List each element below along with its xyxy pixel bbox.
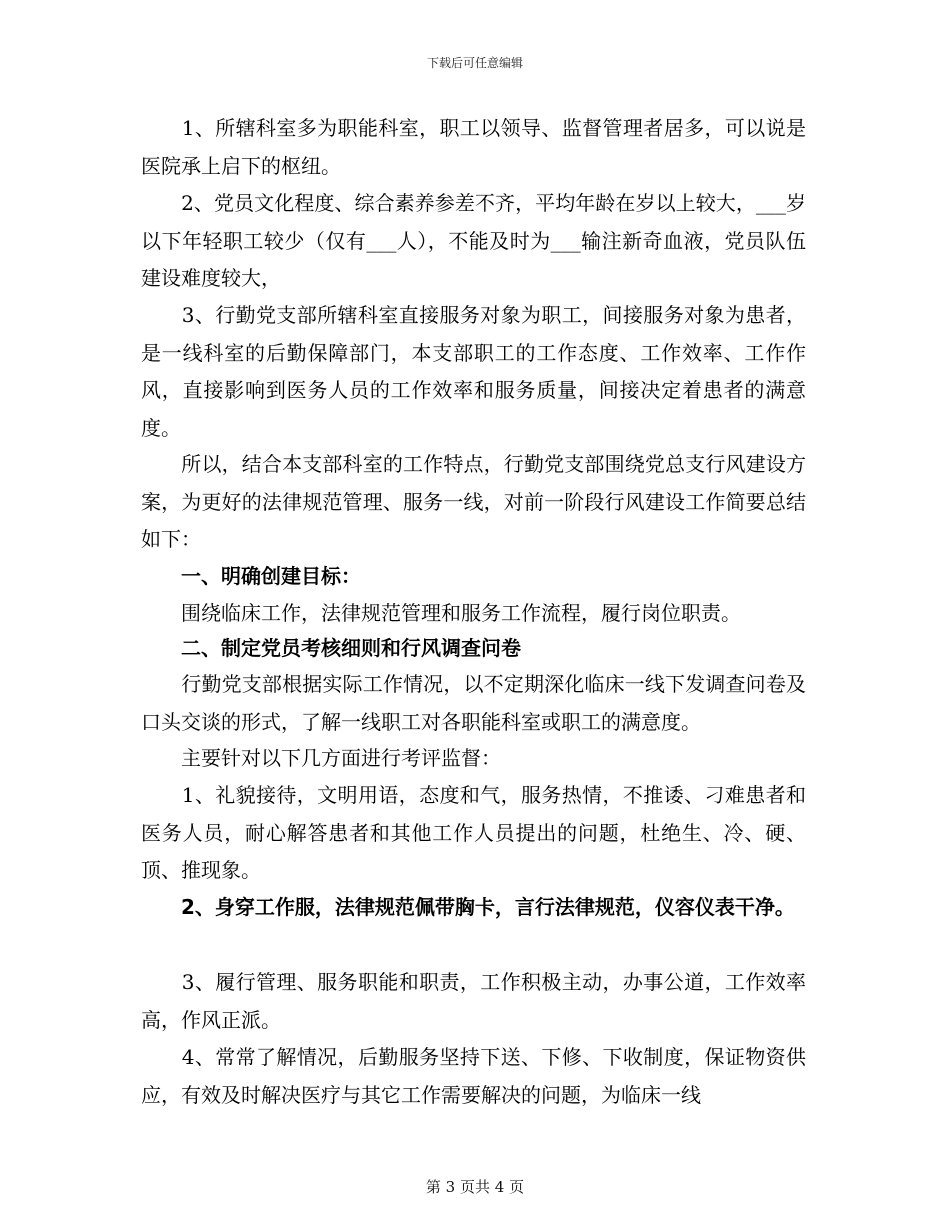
page-header: 下载后可任意编辑	[426, 56, 523, 70]
paragraph-9-bold: 2、身穿工作服，法律规范佩带胸卡，言行法律规范，仪容仪表干净。	[141, 895, 795, 919]
paragraph-4: 所以，结合本支部科室的工作特点，行勤党支部围绕党总支行风建设方案，为更好的法律规范管理、服务一线，对前一阶段行风建设工作简要总结如下：	[141, 452, 806, 551]
paragraph-5: 围绕临床工作，法律规范管理和服务工作流程，履行岗位职责。	[141, 601, 741, 625]
paragraph-1: 1、所辖科室多为职能科室，职工以领导、监督管理者居多，可以说是医院承上启下的枢纽。	[141, 116, 806, 178]
page-footer: 第 3 页共 4 页	[425, 1178, 525, 1196]
paragraph-7: 主要针对以下几方面进行考评监督：	[141, 746, 501, 770]
paragraph-8: 1、礼貌接待，文明用语，态度和气，服务热情，不推诿、刁难患者和医务人员，耐心解答患者和其他工作人员提出的问题，杜绝生、冷、硬、顶、推现象。	[141, 783, 806, 882]
section-heading-1: 一、明确创建目标：	[141, 564, 361, 588]
paragraph-6: 行勤党支部根据实际工作情况，以不定期深化临床一线下发调查问卷及口头交谈的形式，了解一线职工对各职能科室或职工的满意度。	[141, 672, 806, 734]
paragraph-3: 3、行勤党支部所辖科室直接服务对象为职工，间接服务对象为患者，是一线科室的后勤保障部门，本支部职工的工作态度、工作效率、工作作风，直接影响到医务人员的工作效率和服务质量，间接决定着患者的满意度。	[141, 303, 806, 440]
paragraph-10: 3、履行管理、服务职能和职责，工作积极主动，办事公道，工作效率高，作风正派。	[141, 970, 806, 1032]
paragraph-2: 2、党员文化程度、综合素养参差不齐，平均年龄在岁以上较大，___岁以下年轻职工较少（仅有___人），不能及时为___输注新奇血液，党员队伍建设难度较大，	[141, 191, 806, 290]
section-heading-2: 二、制定党员考核细则和行风调查问卷	[141, 636, 521, 660]
paragraph-11: 4、常常了解情况，后勤服务坚持下送、下修、下收制度，保证物资供应，有效及时解决医疗与其它工作需要解决的问题，为临床一线	[141, 1045, 806, 1107]
